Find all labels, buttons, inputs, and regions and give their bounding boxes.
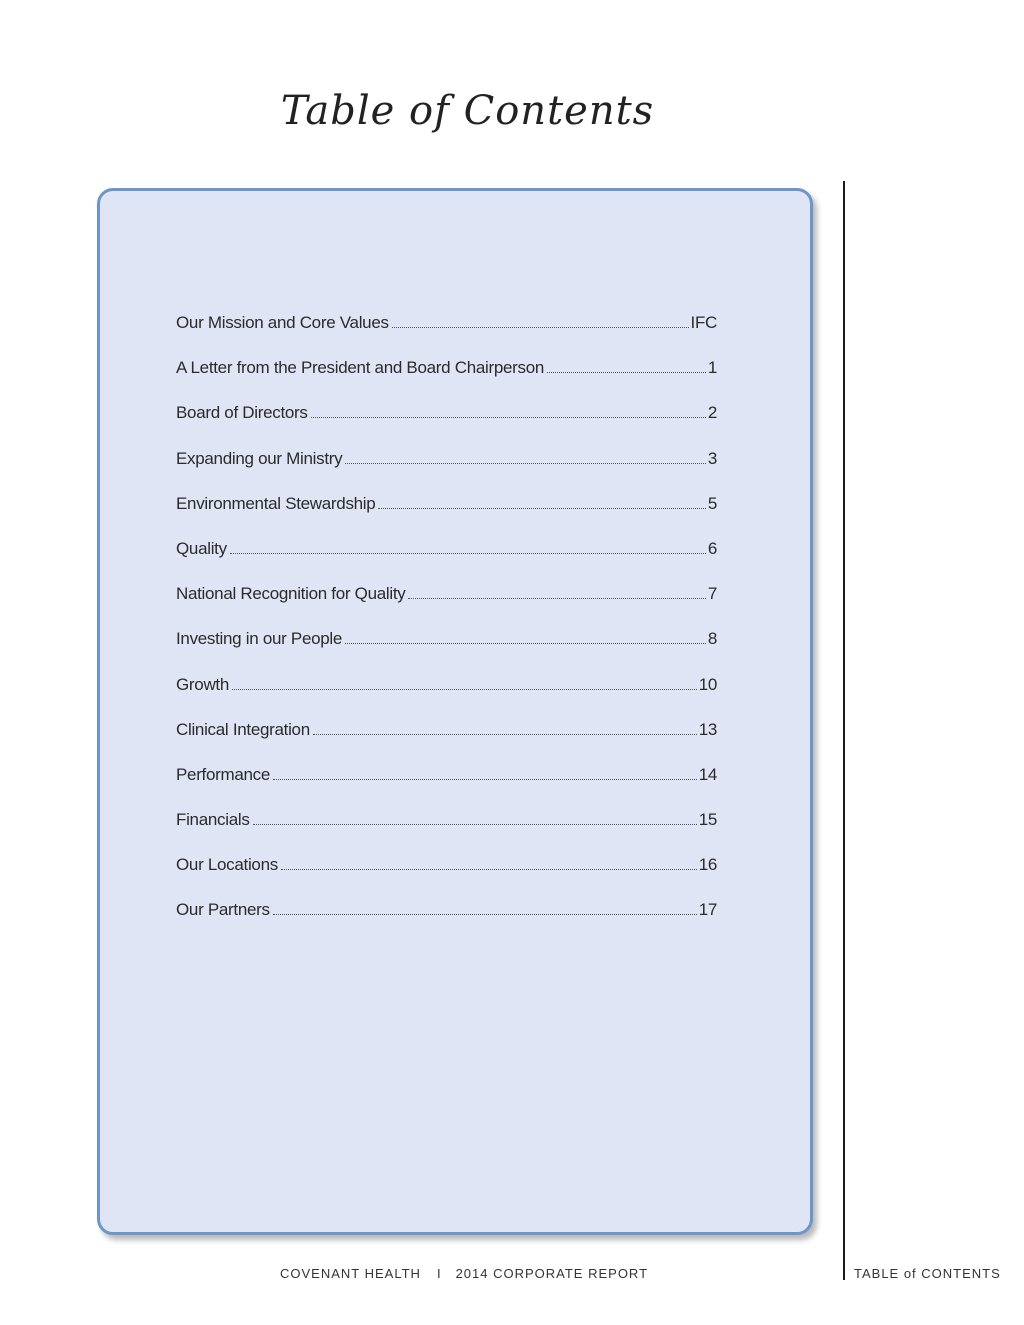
toc-entry[interactable] [176, 539, 717, 584]
dot-leader [392, 326, 689, 328]
toc-entry-page: IFC [690, 313, 717, 332]
toc-entry-page: 3 [707, 448, 717, 468]
toc-entry-title: Quality [176, 538, 227, 558]
toc-entry-page: 1 [707, 358, 717, 378]
toc-entry[interactable] [176, 494, 717, 539]
footer-organization: COVENANT HEALTH [280, 1266, 421, 1281]
dot-leader [232, 688, 697, 690]
dot-leader [345, 462, 706, 464]
toc-entry-title: Clinical Integration [176, 719, 310, 739]
toc-entry-title: Performance [176, 764, 271, 784]
dot-leader [345, 642, 706, 644]
toc-entry-page: 17 [698, 900, 717, 920]
dot-leader [408, 597, 705, 599]
vertical-divider [843, 181, 845, 1280]
toc-entry-title: Financials [176, 810, 250, 830]
toc-entry-page: 14 [698, 764, 717, 784]
toc-entry-title: A Letter from the President and Board Chairperson [176, 358, 545, 378]
toc-entry[interactable] [176, 855, 717, 900]
toc-entry-title: Growth [176, 674, 229, 694]
toc-list [176, 313, 717, 946]
toc-entry[interactable] [176, 449, 717, 494]
toc-entry[interactable] [176, 720, 717, 765]
toc-entry-title: Investing in our People [176, 629, 343, 649]
toc-entry-page: 10 [698, 674, 717, 694]
toc-entry-page: 2 [707, 403, 717, 423]
footer-section-label: TABLE of CONTENTS [854, 1266, 1001, 1281]
toc-entry-page: 13 [698, 719, 717, 739]
toc-entry[interactable] [176, 584, 717, 629]
toc-entry[interactable] [176, 765, 717, 810]
toc-entry[interactable] [176, 810, 717, 855]
dot-leader [378, 507, 705, 509]
toc-entry-page: 5 [707, 493, 717, 513]
toc-entry-page: 6 [707, 538, 717, 558]
toc-entry[interactable] [176, 629, 717, 674]
toc-entry[interactable] [176, 900, 717, 945]
dot-leader [547, 371, 706, 373]
page-title: Table of Contents [280, 88, 655, 134]
dot-leader [273, 913, 697, 915]
toc-entry-title: Environmental Stewardship [176, 493, 376, 513]
toc-entry[interactable] [176, 675, 717, 720]
toc-entry-page: 16 [698, 855, 717, 875]
toc-entry-page: 8 [707, 629, 717, 649]
toc-entry[interactable] [176, 313, 717, 358]
dot-leader [281, 868, 697, 870]
toc-entry-title: Our Mission and Core Values [176, 313, 389, 332]
dot-leader [313, 733, 697, 735]
toc-entry-title: Our Partners [176, 900, 270, 920]
footer-report: 2014 CORPORATE REPORT [455, 1266, 649, 1281]
toc-entry-title: Expanding our Ministry [176, 448, 343, 468]
dot-leader [311, 416, 706, 418]
toc-entry[interactable] [176, 358, 717, 403]
footer-separator: I [436, 1266, 442, 1281]
dot-leader [253, 823, 697, 825]
toc-entry-title: National Recognition for Quality [176, 584, 406, 604]
toc-entry[interactable] [176, 403, 717, 448]
toc-entry-page: 7 [707, 584, 717, 604]
dot-leader [230, 552, 706, 554]
footer-left [280, 1266, 648, 1281]
toc-entry-title: Board of Directors [176, 403, 308, 423]
toc-entry-page: 15 [698, 810, 717, 830]
toc-entry-title: Our Locations [176, 855, 278, 875]
dot-leader [273, 778, 697, 780]
